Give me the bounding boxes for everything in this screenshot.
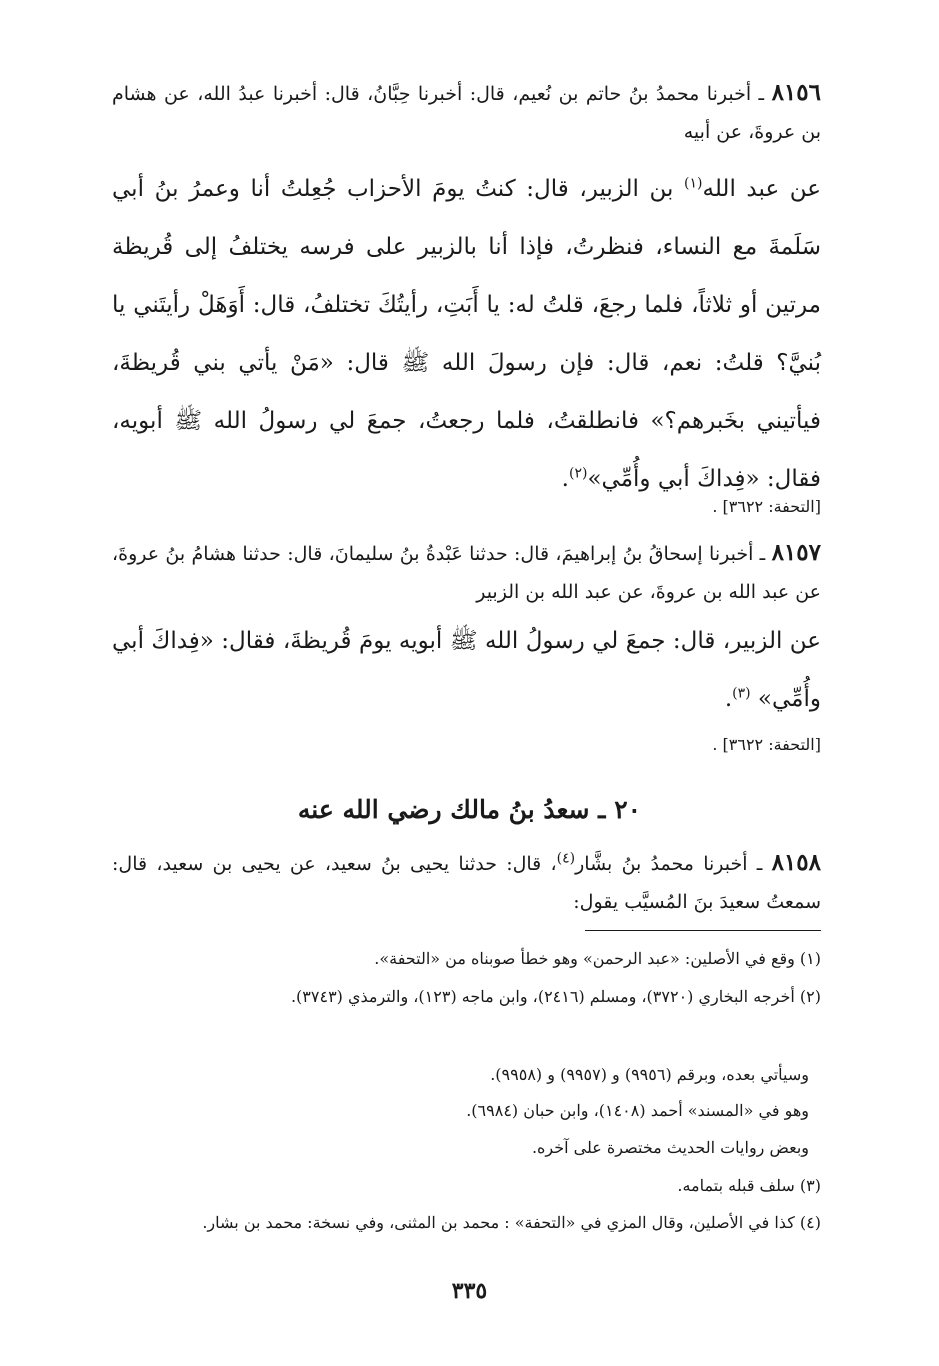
hadith-number: ٨١٥٦ [771,79,821,106]
footnote-3: (٣) سلف قبله بتمامه. [677,1176,821,1195]
isnad-text: ـ أخبرنا محمدُ بنُ بشَّار [575,853,772,875]
footnote-2-continuation: وسيأتي بعده، وبرقم (٩٩٥٦) و (٩٩٥٧) و (٩٩٥٨). [490,1065,809,1084]
tuhfa-reference: [التحفة: ٣٦٢٢] . [712,497,821,516]
hadith-8158-isnad [112,844,821,921]
hadith-number: ٨١٥٨ [771,849,821,876]
footnote-4: (٤) كذا في الأصلين، وقال المزي في «التحفة» : محمد بن المثنى، وفي نسخة: محمد بن بشار. [202,1213,821,1232]
isnad-text: ـ أخبرنا محمدُ بنُ حاتم بن نُعيم، قال: أخبرنا حِبَّانُ، قال: أخبرنا عبدُ الله، عن هشام بن عروةَ، عن أبيه [112,83,821,143]
footnote-ref[interactable]: (٤) [556,850,576,867]
isnad-text: ، قال: حدثنا يحيى بنُ سعيد، عن يحيى بن سعيد، قال: سمعتُ سعيدَ بنَ المُسيَّب يقول: [112,853,821,913]
hadith-8156-matn: عن عبد الله$^{(١)}$ بن الزبير، قال: كنتُ يومَ الأحزاب جُعِلتُ أنا وعمرُ بنُ أبي سَلَمةَ مع النساء، فنظرتُ، فإذا أنا بالزبير على فرسه يختلفُ إلى قُريظة مرتين أو ثلاثاً، فلما رجعَ، قلتُ له: يا أَبَتِ، رأيتُكَ تختلفُ، قال: أَوَهَلْ رأيتَني يا بُنيَّ؟ قلتُ: نعم، قال: فإن رسولَ الله ﷺ قال: «مَنْ يأتي بني قُريظةَ، فيأتيني بخَبرهم؟» فانطلقتُ، فلما رجعتُ، جمعَ لي رسولُ الله ﷺ أبويه، فقال: «فِداكَ أبي وأُمِّي»$^{(٢)}$. [112,175,822,492]
hadith-8156-isnad [112,74,821,151]
hadith-8157-matn: عن الزبير، قال: جمعَ لي رسولُ الله ﷺ أبويه يومَ قُريظةَ، فقال: «فِداكَ أبي وأُمِّي» $^{(٣)}$. [112,628,821,712]
matn-text: عن الزبير، قال: جمعَ لي رسولُ الله ﷺ أبويه يومَ قُريظةَ، فقال: «فِداكَ أبي وأُمِّي» [112,628,821,712]
footnote-ref[interactable]: (١) [684,175,703,192]
hadith-number: ٨١٥٧ [771,539,821,566]
footnote-2-continuation: وبعض روايات الحديث مختصرة على آخره. [531,1138,809,1157]
isnad-text: ـ أخبرنا إسحاقُ بنُ إبراهيمَ، قال: حدثنا عَبْدةُ بنُ سليمانَ، قال: حدثنا هشامُ بنُ عروةَ، عن عبد الله بن عروةَ، عن عبد الله بن الزبير [112,543,821,603]
footnote-divider [585,930,821,931]
hadith-8157-isnad [112,534,821,611]
footnote-2-continuation: وهو في «المسند» أحمد (١٤٠٨)، وابن حبان (٦٩٨٤). [466,1101,809,1120]
matn-text: بن الزبير، قال: كنتُ يومَ الأحزاب جُعِلتُ أنا وعمرُ بنُ أبي سَلَمةَ مع النساء، فنظرتُ، فإذا أنا بالزبير على فرسه يختلفُ إلى قُريظة مرتين أو ثلاثاً، فلما رجعَ، قلتُ له: يا أَبَتِ، رأيتُكَ تختلفُ، قال: أَوَهَلْ رأيتَني يا بُنيَّ؟ قلتُ: نعم، قال: فإن رسولَ الله ﷺ قال: «مَنْ يأتي بني قُريظةَ، فيأتيني بخَبرهم؟» فانطلقتُ، فلما رجعتُ، جمعَ لي رسولُ الله ﷺ أبويه، فقال: «فِداكَ أبي وأُمِّي» [112,176,821,492]
matn-text: عن عبد الله [702,176,822,202]
chapter-heading: ٢٠ ـ سعدُ بنُ مالك رضي الله عنه [297,795,642,824]
footnote-ref[interactable]: (٣) [732,685,751,702]
page-number: ٣٣٥ [451,1278,488,1304]
footnote-2: (٢) أخرجه البخاري (٣٧٢٠)، ومسلم (٢٤١٦)، وابن ماجه (١٢٣)، والترمذي (٣٧٤٣). [290,987,821,1006]
tuhfa-reference: [التحفة: ٣٦٢٢] . [712,735,821,754]
footnote-1: (١) وقع في الأصلين: «عبد الرحمن» وهو خطأ صوبناه من «التحفة». [374,949,821,968]
footnote-ref[interactable]: (٢) [568,465,588,482]
